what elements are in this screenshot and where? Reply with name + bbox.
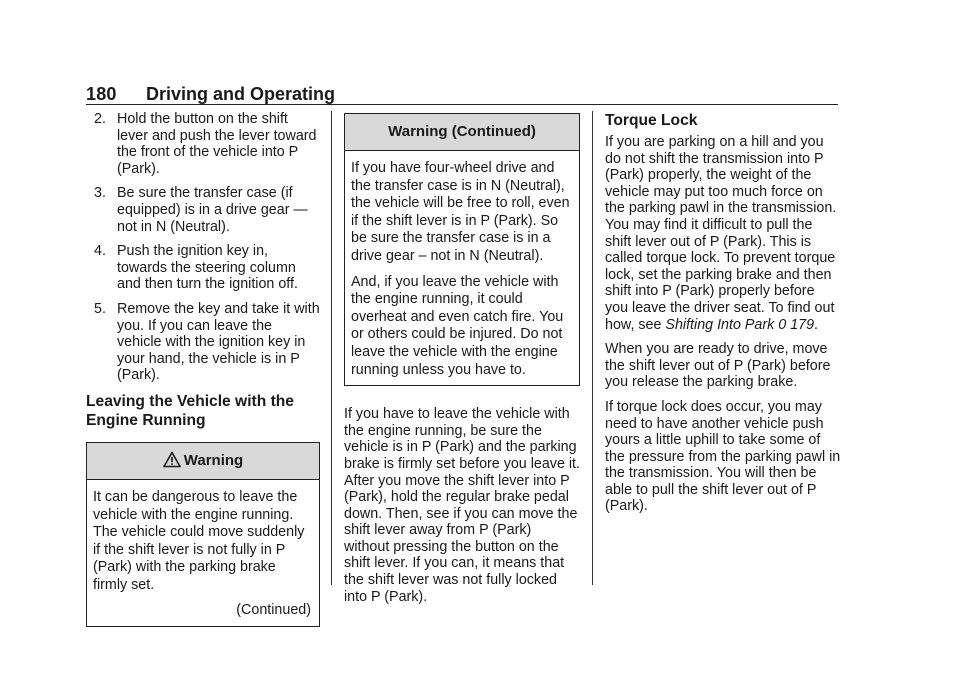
page-number: 180 [86, 84, 117, 104]
section-heading: Torque Lock [605, 112, 698, 129]
column-divider [592, 111, 593, 585]
warning-body [87, 480, 319, 626]
step-number: 5. [94, 300, 106, 317]
step-number: 2. [94, 111, 106, 127]
warning-body [345, 151, 579, 385]
list-item [94, 185, 320, 235]
warning-text: And, if you leave the vehicle with the engine running, it could overheat and even catch fire. You or others could be injured. Do not leave the vehicle with the engine running unless you have to. [351, 273, 564, 378]
body-paragraph: If torque lock does occur, you may need to have another vehicle push yours a little uphill to take some of the pressure from the parking pawl in the transmission. You will then be able to pull the shift lever out of P (Park). [605, 398, 841, 515]
page-header [86, 84, 838, 105]
step-text: Hold the button on the shift lever and push the lever toward the front of the vehicle into P (Park). [117, 111, 317, 177]
warning-title: Warning [183, 451, 244, 469]
warning-triangle-icon [163, 446, 181, 482]
step-number: 3. [94, 185, 106, 202]
paragraph-end: . [814, 316, 819, 333]
step-number: 4. [94, 243, 106, 260]
warning-header: Warning (Continued) [345, 114, 579, 151]
body-paragraph: When you are ready to drive, move the shift lever out of P (Park) before you release the parking brake. [605, 341, 831, 391]
continued-label: (Continued) [236, 602, 311, 619]
body-paragraph: If you have to leave the vehicle with the engine running, be sure the vehicle is in P (Park) and the parking brake is firmly set before you leave it. After you move the shift lever into P (Park), hold the regular brake pedal down. Then, see if you can move the shift lever away from P (Park) without pressing the button on the shift lever. If you can, it means that the shift lever was not fully locked into P (Park). [344, 406, 580, 605]
warning-text: If you have four-wheel drive and the transfer case is in N (Neutral), the vehicle will be free to roll, even if the shift lever is in P (Park). So be sure the transfer case is in a drive gear – not in N (Neutral). [351, 160, 570, 264]
cross-reference-link[interactable]: Shifting Into Park [665, 316, 775, 333]
subheading: Leaving the Vehicle with the Engine Running [86, 392, 294, 429]
warning-box [86, 442, 320, 627]
step-text: Push the ignition key in, towards the steering column and then turn the ignition off. [117, 243, 298, 293]
column-right [605, 111, 841, 523]
list-item [94, 301, 320, 384]
page-reference[interactable]: 0 179 [778, 316, 815, 333]
column-middle [344, 111, 580, 613]
body-paragraph [605, 134, 841, 333]
warning-text: It can be dangerous to leave the vehicle with the engine running. The vehicle could move suddenly if the shift lever is not fully in P (Park) with the parking brake firmly set. [93, 488, 305, 593]
column-left [86, 111, 320, 627]
section-title: Driving and Operating [146, 84, 336, 104]
step-list [86, 111, 320, 384]
paragraph-text: If you are parking on a hill and you do not shift the transmission into P (Park) properly, the weight of the vehicle may put too much force on the parking pawl in the transmission. You may find it difficult to pull the shift lever out of P (Park). This is called torque lock. To prevent torque lock, set the parking brake and then shift into P (Park) properly before you leave the driver seat. To find out how, see [605, 134, 837, 333]
list-item [94, 111, 320, 177]
step-text: Be sure the transfer case (if equipped) is in a drive gear — not in N (Neutral). [117, 185, 308, 235]
warning-box-continued [344, 113, 580, 386]
warning-header [87, 443, 319, 480]
step-text: Remove the key and take it with you. If you can leave the vehicle with the ignition key in your hand, the vehicle is in P (Park). [117, 300, 320, 384]
column-divider [331, 111, 332, 585]
list-item [94, 243, 320, 293]
